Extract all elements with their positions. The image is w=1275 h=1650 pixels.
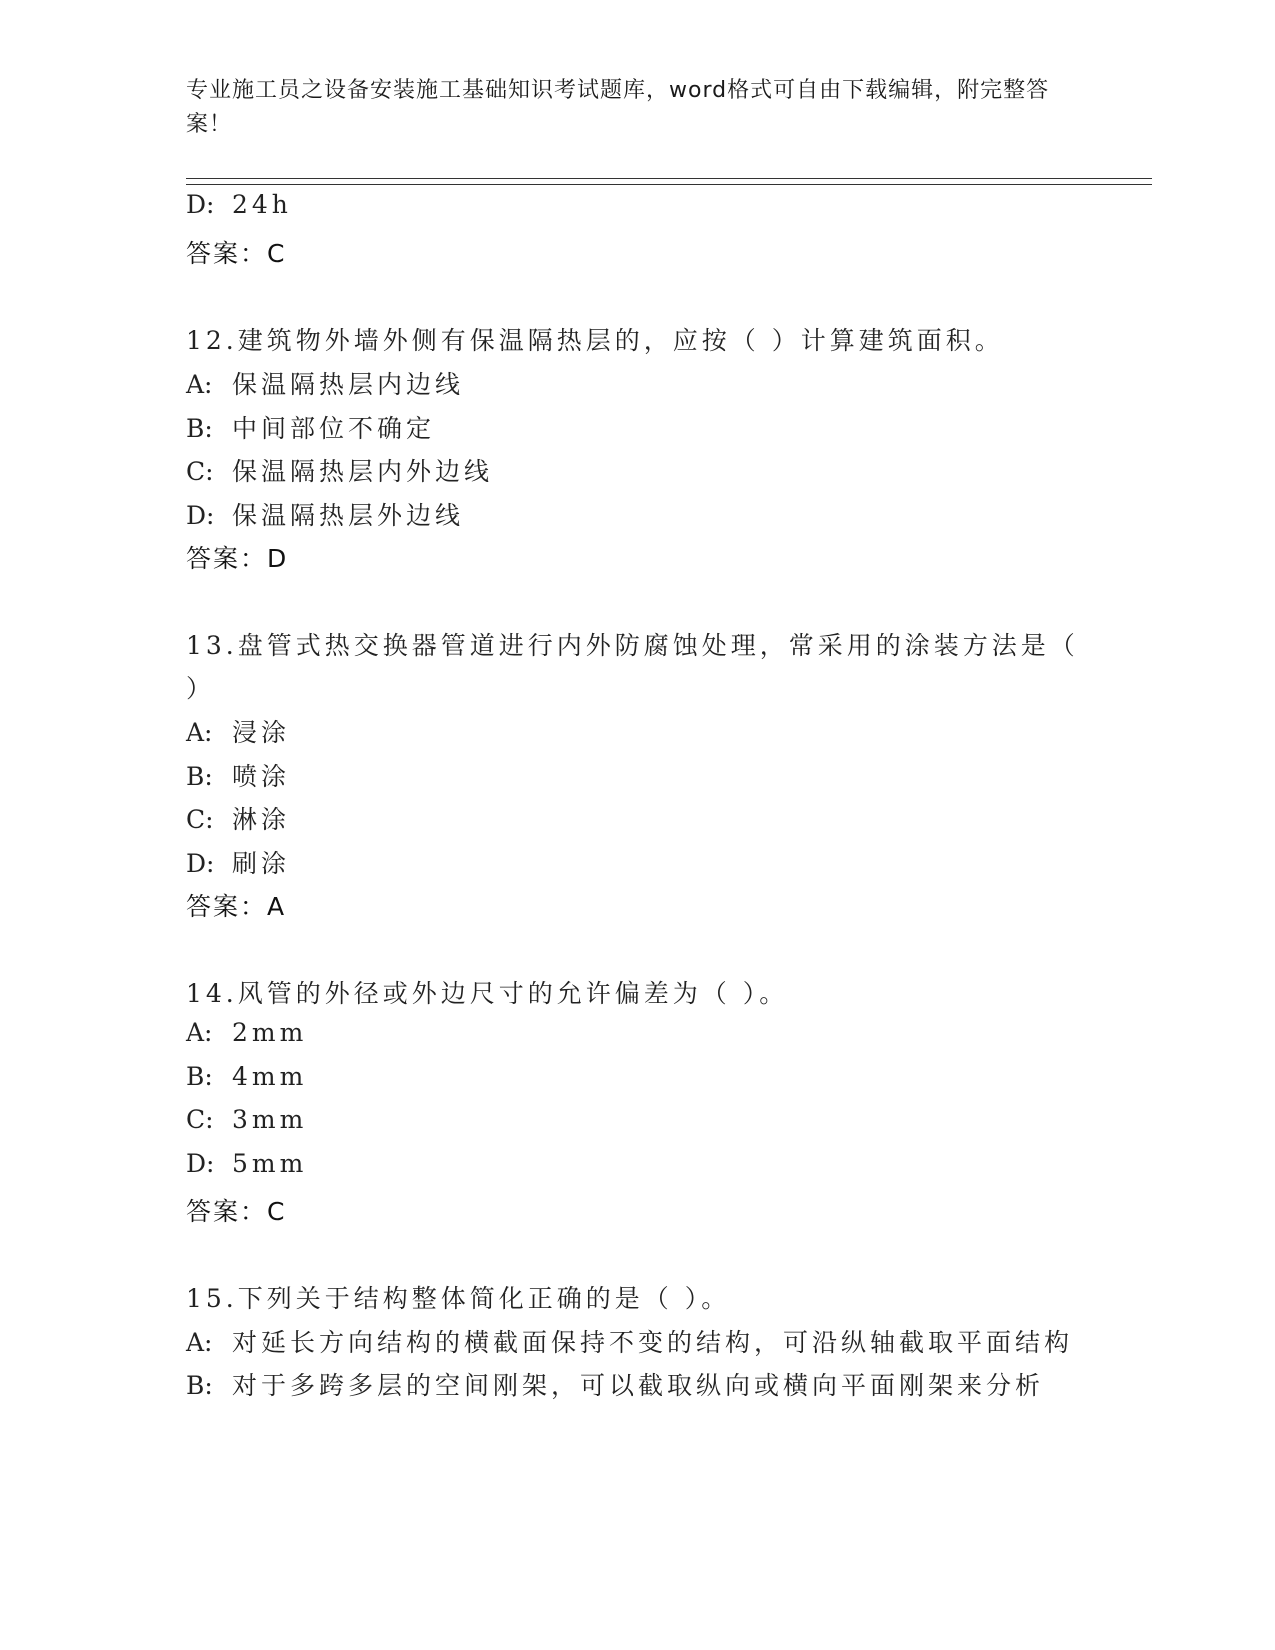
- q12-answer: 答案：D: [186, 544, 289, 573]
- q15-option-b: [186, 1366, 1044, 1402]
- q15-option-a: [186, 1323, 1073, 1359]
- q14-option-a: [186, 1018, 307, 1047]
- option-key: A:: [186, 718, 213, 747]
- option-key: C:: [186, 1105, 214, 1134]
- option-key: B:: [186, 1062, 213, 1091]
- option-key: A:: [186, 370, 213, 399]
- option-text: 保温隔热层内边线: [232, 370, 465, 399]
- option-text: 4mm: [232, 1062, 308, 1091]
- q12-option-a: [186, 365, 464, 401]
- option-text: 保温隔热层外边线: [232, 501, 465, 530]
- option-key: B:: [186, 762, 213, 791]
- option-key: D:: [186, 849, 215, 878]
- option-text: 5mm: [232, 1149, 308, 1178]
- q12-stem: 12.建筑物外墙外侧有保温隔热层的，应按（ ）计算建筑面积。: [186, 326, 1004, 355]
- q13-option-b: [186, 757, 290, 793]
- header-rule-bottom: [186, 184, 1152, 185]
- option-key: D:: [186, 501, 215, 530]
- q13-answer: 答案：A: [186, 892, 287, 921]
- option-text: 刷涂: [232, 849, 291, 878]
- q14-stem: 14.风管的外径或外边尺寸的允许偏差为（ ）。: [186, 979, 789, 1008]
- q14-option-b: [186, 1062, 307, 1091]
- option-text: 24h: [232, 190, 292, 219]
- q11-answer: 答案：C: [186, 239, 287, 268]
- q13-stem-line2: ）: [186, 674, 216, 703]
- q14-answer: 答案：C: [186, 1197, 287, 1226]
- option-key: D:: [186, 190, 215, 219]
- option-key: B:: [186, 1371, 213, 1400]
- option-text: 对于多跨多层的空间刚架，可以截取纵向或横向平面刚架来分析: [232, 1371, 1045, 1400]
- q12-option-c: [186, 452, 493, 488]
- option-text: 喷涂: [232, 762, 291, 791]
- q15-stem: 15.下列关于结构整体简化正确的是（ ）。: [186, 1284, 731, 1313]
- option-key: C:: [186, 805, 214, 834]
- q13-option-a: [186, 713, 290, 749]
- option-key: A:: [186, 1328, 213, 1357]
- option-text: 浸涂: [232, 718, 291, 747]
- option-text: 对延长方向结构的横截面保持不变的结构，可沿纵轴截取平面结构: [232, 1328, 1074, 1357]
- document-header: 专业施工员之设备安装施工基础知识考试题库，word格式可自由下载编辑，附完整答案！: [186, 78, 1050, 137]
- q12-option-b: [186, 409, 435, 445]
- q13-stem-line1: 13.盘管式热交换器管道进行内外防腐蚀处理，常采用的涂装方法是（: [186, 631, 1079, 660]
- header-rule-top: [186, 178, 1152, 179]
- q12-option-d: [186, 496, 464, 532]
- q14-option-d: [186, 1149, 307, 1178]
- option-key: B:: [186, 414, 213, 443]
- option-text: 保温隔热层内外边线: [232, 457, 494, 486]
- q11-option-d: [186, 190, 292, 219]
- option-key: D:: [186, 1149, 215, 1178]
- option-text: 3mm: [232, 1105, 308, 1134]
- option-text: 中间部位不确定: [232, 414, 436, 443]
- option-key: A:: [186, 1018, 213, 1047]
- option-text: 2mm: [232, 1018, 308, 1047]
- q13-option-c: [186, 800, 290, 836]
- option-key: C:: [186, 457, 214, 486]
- option-text: 淋涂: [232, 805, 291, 834]
- q14-option-c: [186, 1105, 307, 1134]
- q13-option-d: [186, 844, 290, 880]
